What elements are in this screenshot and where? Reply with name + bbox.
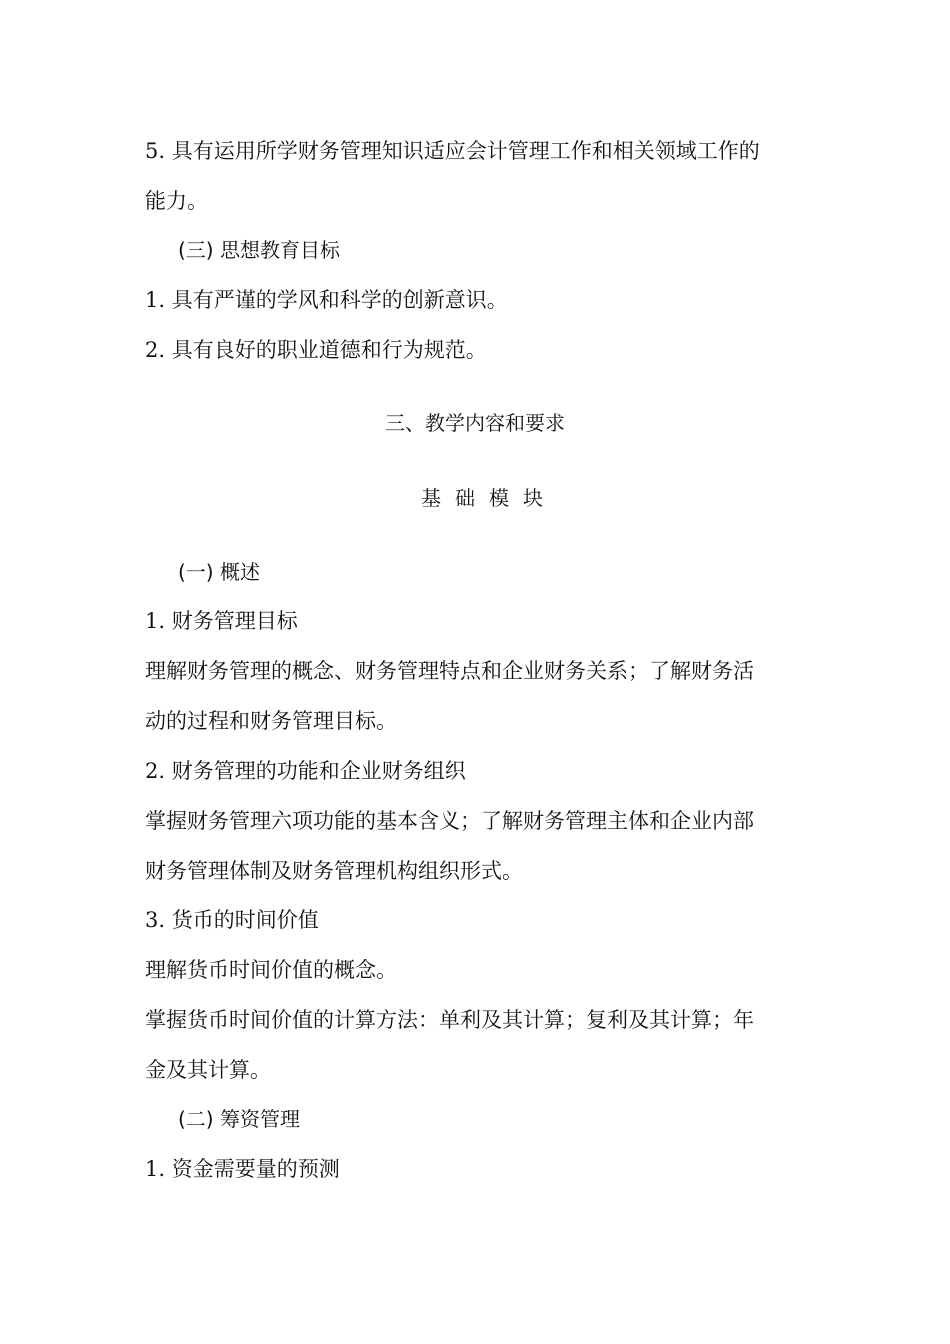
paragraph-line: 能力。 bbox=[145, 189, 208, 213]
list-item: 2. 财务管理的功能和企业财务组织 bbox=[145, 759, 466, 783]
subsection-heading: (二) 筹资管理 bbox=[178, 1107, 300, 1131]
list-item: 1. 财务管理目标 bbox=[145, 609, 298, 633]
list-item: 1. 资金需要量的预测 bbox=[145, 1157, 340, 1181]
paragraph-line: 掌握货币时间价值的计算方法：单利及其计算；复利及其计算；年 bbox=[145, 1008, 754, 1032]
paragraph-line: 动的过程和财务管理目标。 bbox=[145, 709, 397, 733]
section-heading: 三、教学内容和要求 bbox=[385, 411, 565, 435]
list-item: 1. 具有严谨的学风和科学的创新意识。 bbox=[145, 288, 508, 312]
paragraph-line: 财务管理体制及财务管理机构组织形式。 bbox=[145, 859, 523, 883]
module-title: 基础模块 bbox=[421, 486, 557, 510]
list-item: 2. 具有良好的职业道德和行为规范。 bbox=[145, 338, 487, 362]
paragraph-line: 理解货币时间价值的概念。 bbox=[145, 958, 397, 982]
paragraph-line: 5. 具有运用所学财务管理知识适应会计管理工作和相关领域工作的 bbox=[145, 139, 760, 163]
paragraph-line: 金及其计算。 bbox=[145, 1058, 271, 1082]
list-item: 3. 货币的时间价值 bbox=[145, 908, 319, 932]
paragraph-line: 理解财务管理的概念、财务管理特点和企业财务关系；了解财务活 bbox=[145, 659, 754, 683]
subsection-heading: (一) 概述 bbox=[178, 560, 260, 584]
subsection-heading: (三) 思想教育目标 bbox=[178, 238, 340, 262]
paragraph-line: 掌握财务管理六项功能的基本含义；了解财务管理主体和企业内部 bbox=[145, 809, 754, 833]
